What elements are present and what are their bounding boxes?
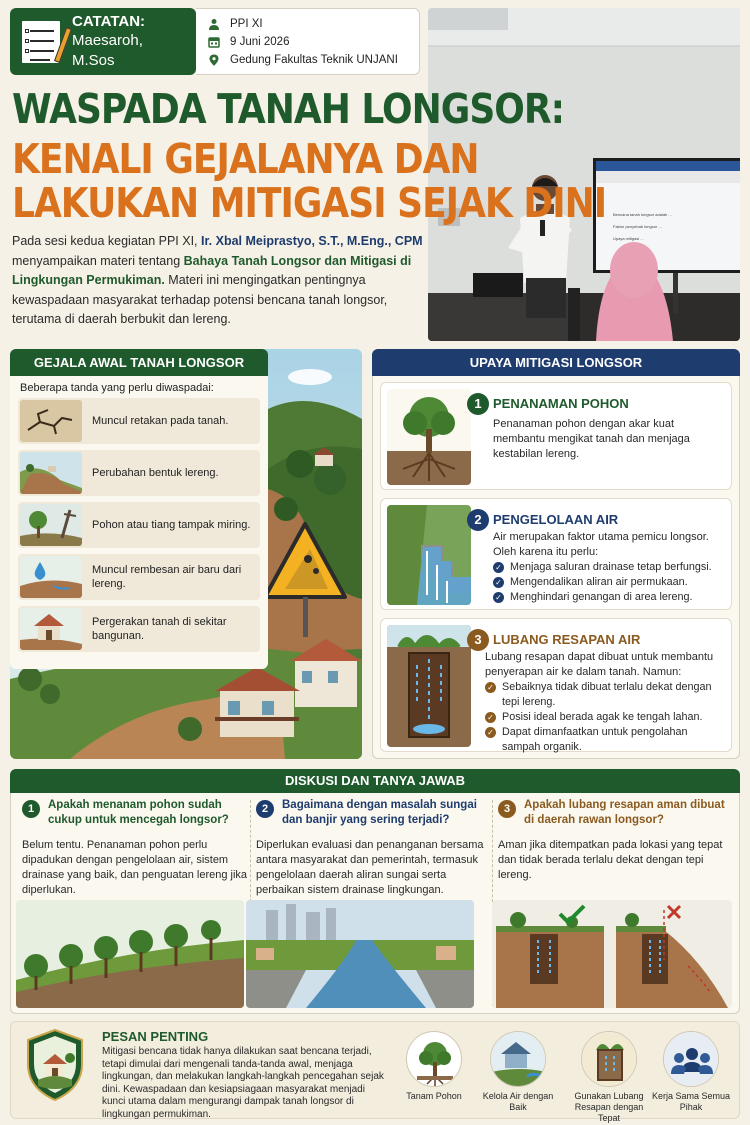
tilted-tree-pole-icon — [20, 504, 82, 546]
mitigasi-intro: Air merupakan faktor utama pemicu longsor. Oleh karena itu perlu: — [493, 531, 709, 558]
gejala-heading: GEJALA AWAL TANAH LONGSOR — [10, 349, 268, 376]
gejala-list — [10, 376, 268, 669]
pesan-icon-item — [651, 1031, 731, 1113]
pesan-icon-item — [478, 1031, 558, 1113]
bullet-item — [493, 590, 725, 605]
mitigasi-body: Penanaman pohon dengan akar kuat membantu mengikat tanah dan menjaga kestabilan lereng. — [493, 418, 690, 460]
gejala-text: Perubahan bentuk lereng. — [92, 467, 219, 479]
title-line-1: WASPADA TANAH LONGSOR: — [12, 86, 564, 134]
pesan-body: Mitigasi bencana tidak hanya dilakukan saat bencana terjadi, tetapi dimulai dari mengenali tanda-tanda awal, menjaga lingkungan, dan melakukan langkah-langkah pencegahan sejak dini. Kewaspadaan dan kesiapsiagaan masyarakat menjadi kunci utama dalam mengurangi dampak tanah longsor di lingkungan permukiman. — [102, 1046, 384, 1120]
mitigasi-title: PENANAMAN POHON — [493, 396, 629, 411]
event-info — [196, 8, 420, 75]
answer-text: Diperlukan evaluasi dan penanganan bersama antara masyarakat dan pemerintah, termasuk pengelolaan daerah aliran sungai serta perbaikan sistem drainase lingkungan. — [256, 839, 484, 896]
answer-text: Aman jika ditempatkan pada lokasi yang tepat dan tidak berada terlalu dekat dengan tepi lereng. — [498, 839, 723, 881]
check-icon: ✓ — [493, 562, 504, 573]
check-icon: ✓ — [485, 727, 496, 738]
mitigasi-body — [485, 650, 725, 755]
cracked-ground-icon — [20, 400, 82, 442]
gejala-subheading: Beberapa tanda yang perlu diwaspadai: — [20, 382, 214, 394]
mitigasi-item — [380, 498, 732, 610]
bullet-text: Sebaiknya tidak dibuat terlalu dekat dengan tepi lereng. — [502, 681, 712, 708]
bullet-item — [485, 710, 725, 725]
intro-text: Materi ini mengingatkan pentingnya kewaspadaan masyarakat terhadap potensi bencana tanah longsor, terutama di daerah berbukit dan lereng. — [12, 273, 388, 326]
bullet-item — [493, 560, 725, 575]
check-icon: ✓ — [485, 712, 496, 723]
gejala-item — [18, 502, 260, 548]
question-text: Bagaimana dengan masalah sungai dan banjir yang sering terjadi? — [282, 799, 477, 826]
diskusi-heading: DISKUSI DAN TANYA JAWAB — [10, 769, 740, 793]
check-icon: ✓ — [493, 592, 504, 603]
pit-placement-image — [492, 900, 732, 1008]
question-text: Apakah menanam pohon sudah cukup untuk mencegah longsor? — [48, 799, 229, 826]
info-location: Gedung Fakultas Teknik UNJANI — [230, 54, 398, 66]
info-row-location — [208, 51, 407, 69]
info-row-event — [208, 15, 407, 33]
slope-shape-icon — [20, 452, 82, 494]
person-icon — [208, 18, 220, 30]
pesan-icon-item — [563, 1031, 655, 1124]
bullet-item — [485, 680, 725, 710]
gejala-text: Pohon atau tiang tampak miring. — [92, 519, 251, 531]
note-box — [10, 8, 196, 75]
title-line-2: KENALI GEJALANYA DAN — [12, 136, 479, 184]
bullet-text: Dapat dimanfaatkan untuk pengolahan sampah organik. — [502, 726, 688, 753]
pesan-icon-label: Kerja Sama Semua Pihak — [651, 1091, 731, 1112]
mitigasi-body — [493, 530, 725, 605]
bullet-text: Menjaga saluran drainase tetap berfungsi. — [510, 561, 712, 573]
trees-on-slope-image — [16, 900, 244, 1008]
question-number: 1 — [22, 800, 40, 818]
drainage-waterfall-icon — [387, 505, 471, 605]
pesan-icon-label: Tanam Pohon — [406, 1091, 462, 1101]
bullet-item — [493, 575, 725, 590]
house-on-soil-icon — [20, 608, 82, 650]
screen-text-line: Upaya mitigasi ... — [613, 236, 644, 241]
gejala-item — [18, 450, 260, 496]
tree-roots-icon — [387, 389, 471, 485]
intro-paragraph — [12, 232, 424, 330]
gejala-text: Muncul rembesan air baru dari lereng. — [92, 564, 242, 590]
mitigasi-title: PENGELOLAAN AIR — [493, 512, 619, 527]
gejala-item — [18, 606, 260, 652]
info-date: 9 Juni 2026 — [230, 36, 290, 48]
infiltration-pit-icon — [387, 625, 471, 747]
mitigasi-intro: Lubang resapan dapat dibuat untuk membantu penyerapan air ke dalam tanah. Namun: — [485, 651, 714, 678]
topic-name: Bahaya Tanah Longsor dan Mitigasi di Lingkungan Permukiman. — [12, 253, 412, 287]
infiltration-pit-icon — [581, 1031, 637, 1087]
gejala-item — [18, 554, 260, 600]
step-number: 1 — [467, 393, 489, 415]
note-author: Maesaroh, M.Sos — [72, 32, 143, 69]
calendar-icon — [208, 36, 220, 48]
speaker-name: Ir. Xbal Meiprastyo, S.T., M.Eng., CPM — [201, 234, 423, 248]
mitigasi-item — [380, 382, 732, 490]
info-event: PPI XI — [230, 18, 263, 30]
bullet-item — [485, 725, 725, 755]
shield-house-icon — [24, 1028, 86, 1102]
bullet-text: Posisi ideal berada agak ke tengah lahan. — [502, 711, 703, 723]
check-icon: ✓ — [485, 682, 496, 693]
screen-text-line: Faktor penyebab longsor ... — [613, 224, 662, 229]
pesan-icon-item — [394, 1031, 474, 1102]
step-number: 2 — [467, 509, 489, 531]
bullet-text: Menghindari genangan di area lereng. — [510, 591, 693, 603]
mitigasi-heading: UPAYA MITIGASI LONGSOR — [372, 349, 740, 376]
water-seepage-icon — [20, 556, 82, 598]
tree-icon — [406, 1031, 462, 1087]
step-number: 3 — [467, 629, 489, 651]
intro-text: Pada sesi kedua kegiatan PPI XI, — [12, 234, 202, 248]
gejala-text: Pergerakan tanah di sekitar bangunan. — [92, 616, 227, 642]
title-line-3: LAKUKAN MITIGASI SEJAK DINI — [12, 180, 607, 228]
question-number: 2 — [256, 800, 274, 818]
pesan-title: PESAN PENTING — [102, 1029, 209, 1044]
screen-text-line: Bencana tanah longsor adalah ... — [613, 212, 672, 217]
question-text: Apakah lubang resapan aman dibuat di daerah rawan longsor? — [524, 799, 725, 826]
intro-text: menyampaikan materi tentang — [12, 253, 184, 268]
notepad-icon — [20, 19, 62, 65]
info-row-date — [208, 33, 407, 51]
bullet-text: Mengendalikan aliran air permukaan. — [510, 576, 688, 588]
note-label: CATATAN: — [72, 13, 146, 30]
water-house-icon — [490, 1031, 546, 1087]
mitigasi-title: LUBANG RESAPAN AIR — [493, 632, 641, 647]
answer-text: Belum tentu. Penanaman pohon perlu dipadukan dengan pengelolaan air, sistem drainase yang baik, dan penguatan lereng jika diperlukan. — [22, 839, 248, 896]
river-city-image — [246, 900, 474, 1008]
question-number: 3 — [498, 800, 516, 818]
people-group-icon — [663, 1031, 719, 1087]
gejala-text: Muncul retakan pada tanah. — [92, 415, 229, 427]
gejala-item — [18, 398, 260, 444]
pesan-icon-label: Kelola Air dengan Baik — [482, 1091, 554, 1112]
pesan-icon-label: Gunakan Lubang Resapan dengan Tepat — [574, 1091, 644, 1123]
location-pin-icon — [208, 54, 220, 66]
mitigasi-item — [380, 618, 732, 752]
check-icon: ✓ — [493, 577, 504, 588]
